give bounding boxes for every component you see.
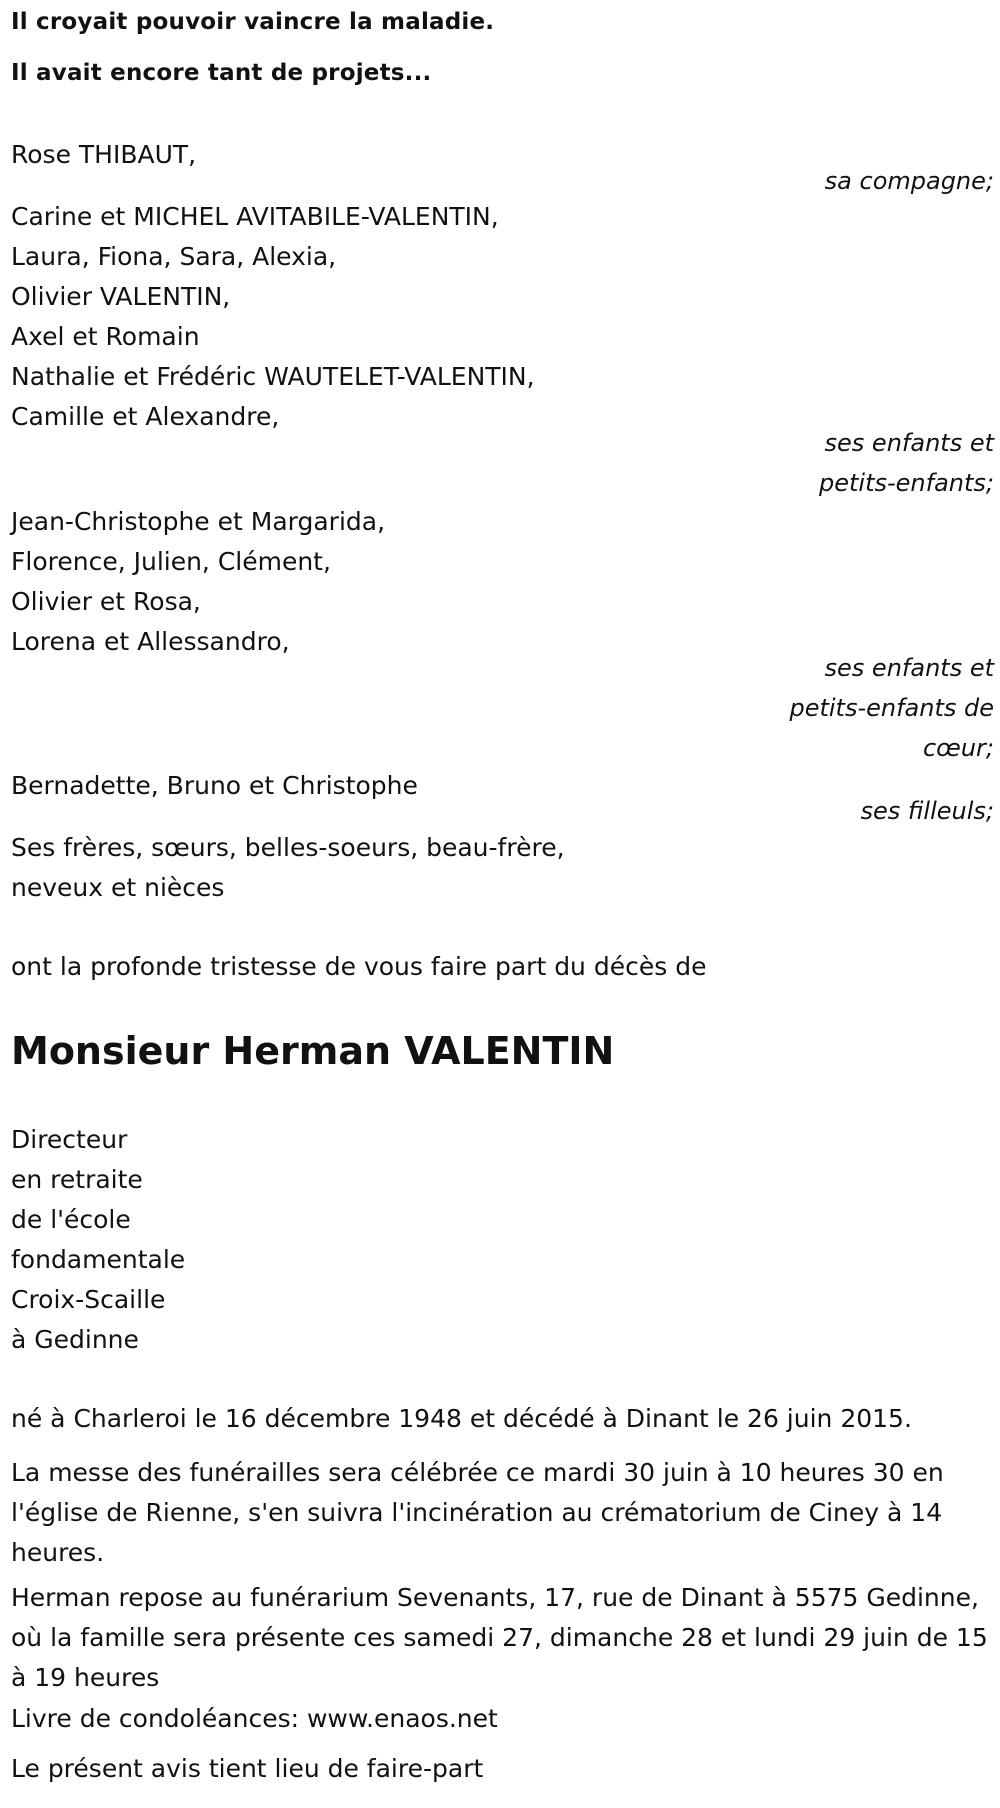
children-line-2: Laura, Fiona, Sara, Alexia, xyxy=(11,242,337,271)
siblings-line-2: neveux et nièces xyxy=(11,873,225,902)
heart-children-line-3: Olivier et Rosa, xyxy=(11,587,201,616)
heart-children-role-line-1: ses enfants et xyxy=(824,654,994,682)
children-line-6: Camille et Alexandre, xyxy=(11,402,280,431)
godchildren-role: ses filleuls; xyxy=(860,797,994,825)
heart-children-role-line-3: cœur; xyxy=(922,734,994,762)
notice-text: Le présent avis tient lieu de faire-part xyxy=(11,1754,484,1783)
title-line-1: Directeur xyxy=(11,1125,128,1154)
epigraph-line-1: Il croyait pouvoir vaincre la maladie. xyxy=(11,9,495,35)
epigraph-line-2: Il avait encore tant de projets... xyxy=(11,60,432,86)
title-line-4: fondamentale xyxy=(11,1245,186,1274)
siblings-line-1: Ses frères, sœurs, belles-soeurs, beau-frère, xyxy=(11,833,565,862)
funeral-text: La messe des funérailles sera célébrée ce mardi 30 juin à 10 heures 30 en l'église de Rienne, s'en suivra l'incinération au crématorium de Ciney à 14 heures. xyxy=(11,1458,944,1567)
title-line-5: Croix-Scaille xyxy=(11,1285,166,1314)
companion-name: Rose THIBAUT, xyxy=(11,140,197,169)
heart-children-role-line-2: petits-enfants de xyxy=(789,694,994,722)
title-line-3: de l'école xyxy=(11,1205,131,1234)
announcement-text: ont la profonde tristesse de vous faire part du décès de xyxy=(11,952,707,981)
heart-children-line-2: Florence, Julien, Clément, xyxy=(11,547,331,576)
rest-text: Herman repose au funérarium Sevenants, 17, rue de Dinant à 5575 Gedinne, où la famille sera présente ces samedi 27, dimanche 28 et lundi 29 juin de 15 à 19 heures xyxy=(11,1583,988,1692)
children-role-line-1: ses enfants et xyxy=(824,429,994,457)
deceased-name: Monsieur Herman VALENTIN xyxy=(11,1029,615,1073)
children-line-1: Carine et MICHEL AVITABILE-VALENTIN, xyxy=(11,202,499,231)
children-line-4: Axel et Romain xyxy=(11,322,200,351)
title-line-2: en retraite xyxy=(11,1165,143,1194)
children-line-5: Nathalie et Frédéric WAUTELET-VALENTIN, xyxy=(11,362,535,391)
heart-children-line-4: Lorena et Allessandro, xyxy=(11,627,290,656)
godchildren-names: Bernadette, Bruno et Christophe xyxy=(11,771,418,800)
birth-death-text: né à Charleroi le 16 décembre 1948 et décédé à Dinant le 26 juin 2015. xyxy=(11,1404,912,1433)
children-role-line-2: petits-enfants; xyxy=(819,469,994,497)
children-line-3: Olivier VALENTIN, xyxy=(11,282,231,311)
condolences-text: Livre de condoléances: www.enaos.net xyxy=(11,1704,498,1733)
title-line-6: à Gedinne xyxy=(11,1325,139,1354)
companion-role: sa compagne; xyxy=(824,167,994,195)
heart-children-line-1: Jean-Christophe et Margarida, xyxy=(11,507,386,536)
